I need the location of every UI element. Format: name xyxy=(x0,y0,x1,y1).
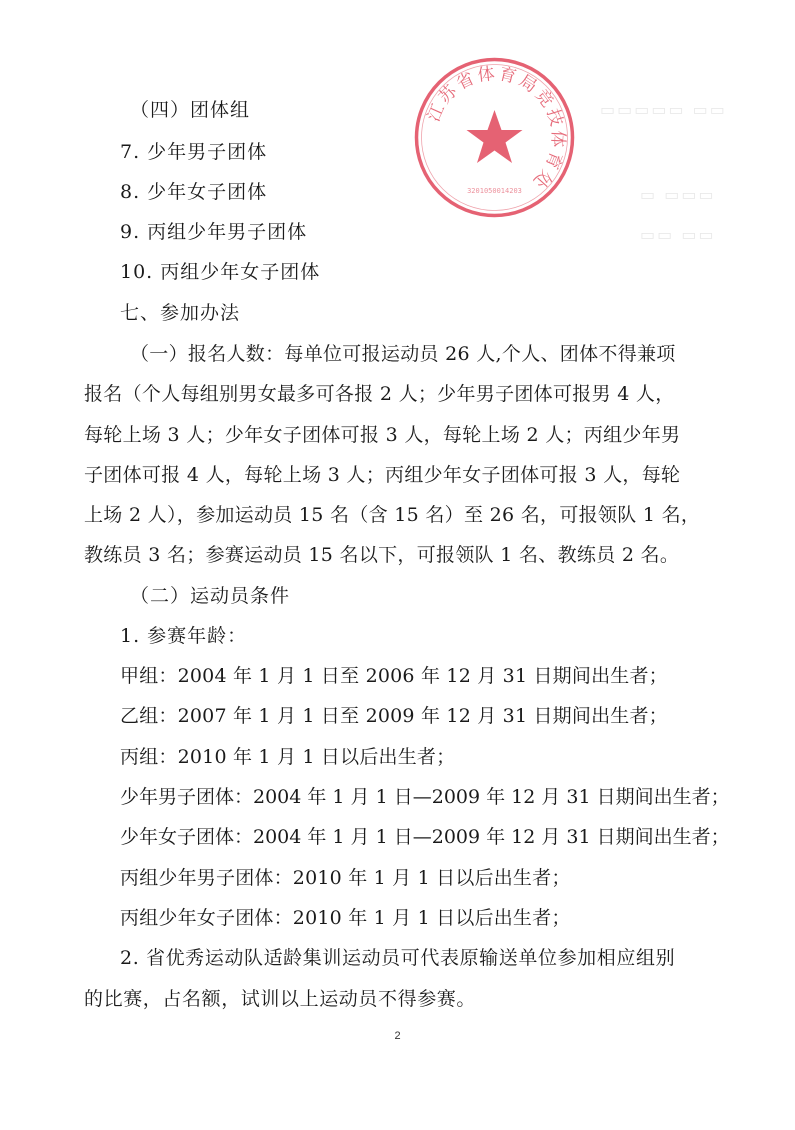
text-line: 2. 省优秀运动队适龄集训运动员可代表原输送单位参加相应组别 xyxy=(120,947,676,969)
bleed-through-text: ▭ ▭▭▭ xyxy=(640,185,716,204)
text-line: 报名（个人每组别男女最多可各报 2 人；少年男子团体可报男 4 人， xyxy=(84,383,675,405)
text-line: （四）团体组 xyxy=(130,99,251,121)
text-line: 乙组：2007 年 1 月 1 日至 2009 年 12 月 31 日期间出生者； xyxy=(120,705,668,727)
text-line: 丙组少年男子团体：2010 年 1 月 1 日以后出生者； xyxy=(120,867,571,889)
text-line: （一）报名人数：每单位可报运动员 26 人,个人、团体不得兼项 xyxy=(130,343,676,365)
text-line: 1. 参赛年龄： xyxy=(120,625,248,647)
bleed-through-text: ▭▭▭▭▭ ▭▭ xyxy=(600,100,727,119)
text-line: 的比赛，占名额，试训以上运动员不得参赛。 xyxy=(84,988,477,1010)
text-line: 甲组：2004 年 1 月 1 日至 2006 年 12 月 31 日期间出生者； xyxy=(120,665,668,687)
section-heading: 七、参加办法 xyxy=(120,302,241,324)
text-line: 10. 丙组少年女子团体 xyxy=(120,261,321,283)
text-line: 丙组少年女子团体：2010 年 1 月 1 日以后出生者； xyxy=(120,907,571,929)
bleed-through-text: ▭▭ ▭▭ xyxy=(640,225,716,244)
text-line: 少年女子团体：2004 年 1 月 1 日—2009 年 12 月 31 日期间出生者； xyxy=(120,826,730,848)
text-line: 丙组：2010 年 1 月 1 日以后出生者； xyxy=(120,746,456,768)
page-number: 2 xyxy=(394,1030,401,1042)
text-line: 7. 少年男子团体 xyxy=(120,141,268,163)
text-line: 少年男子团体：2004 年 1 月 1 日—2009 年 12 月 31 日期间出生者； xyxy=(120,786,730,808)
text-line: 子团体可报 4 人，每轮上场 3 人；丙组少年女子团体可报 3 人，每轮 xyxy=(84,464,681,486)
text-line: 9. 丙组少年男子团体 xyxy=(120,221,308,243)
text-line: 每轮上场 3 人；少年女子团体可报 3 人，每轮上场 2 人；丙组少年男 xyxy=(84,424,681,446)
text-line: 教练员 3 名；参赛运动员 15 名以下，可报领队 1 名、教练员 2 名。 xyxy=(84,544,680,566)
svg-text:3201050014203: 3201050014203 xyxy=(467,187,522,195)
text-line: 8. 少年女子团体 xyxy=(120,181,268,203)
svg-text:江苏省体育局竞技体育处: 江苏省体育局竞技体育处 xyxy=(423,63,568,194)
text-line: 上场 2 人），参加运动员 15 名（含 15 名）至 26 名，可报领队 1 名， xyxy=(84,504,701,526)
official-seal-stamp xyxy=(412,55,577,220)
section-heading: （二）运动员条件 xyxy=(130,585,291,607)
